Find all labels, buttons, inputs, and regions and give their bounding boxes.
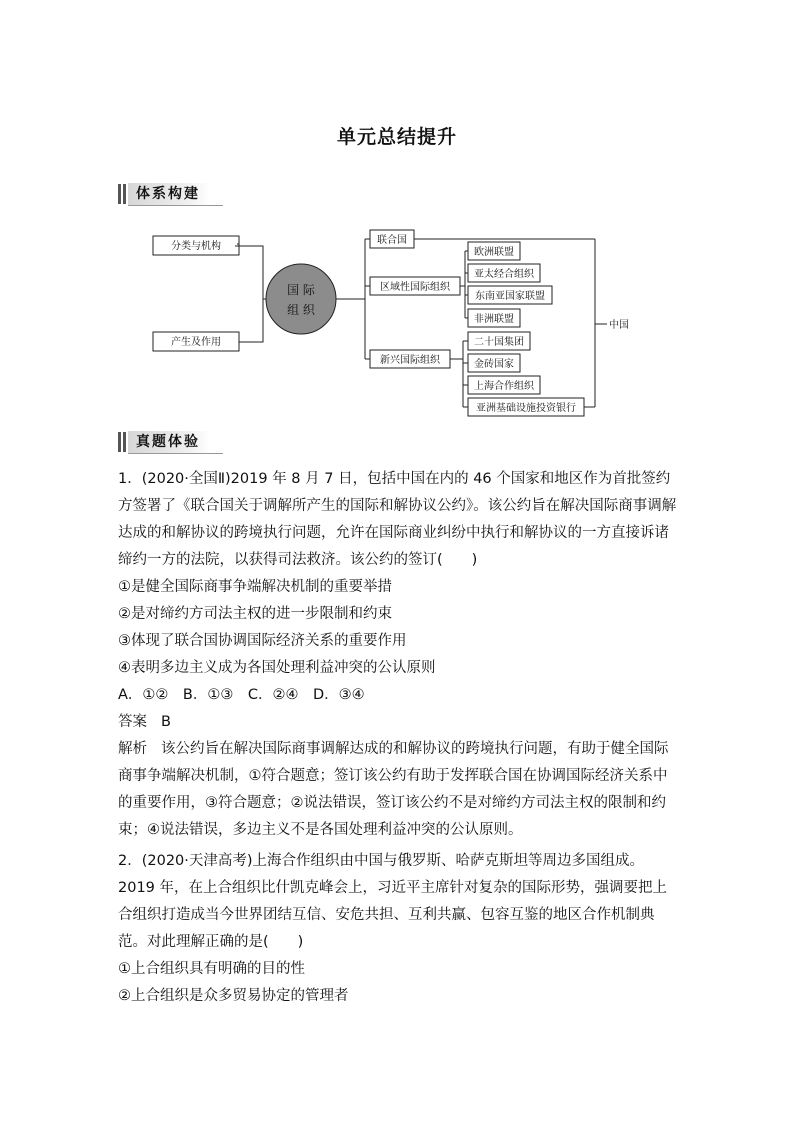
answer-line [118, 709, 680, 736]
label-un: 联合国 [377, 235, 407, 246]
label-aiib: 亚洲基础设施投资银行 [476, 403, 576, 414]
option-4: ④表明多边主义成为各国处理利益冲突的公认原则 [118, 660, 436, 676]
header-bar-decoration [118, 184, 121, 204]
option-2: ②上合组织是众多贸易协定的管理者 [118, 988, 349, 1004]
question-1 [118, 466, 680, 844]
label-emerging: 新兴国际组织 [380, 355, 440, 366]
center-circle [266, 264, 336, 334]
section-label: 真题体验 [128, 431, 210, 453]
label-sco: 上海合作组织 [474, 381, 534, 392]
section-label: 体系构建 [128, 183, 210, 205]
header-underline [128, 453, 223, 454]
label-apec: 亚太经合组织 [474, 269, 534, 280]
label-left-top: 分类与机构 [171, 241, 221, 252]
option-2: ②是对缔约方司法主权的进一步限制和约束 [118, 606, 392, 622]
question-2 [118, 848, 680, 1010]
header-underline [128, 205, 223, 206]
label-brics: 金砖国家 [474, 359, 514, 370]
analysis-text: 该公约旨在解决国际商事调解达成的和解协议的跨境执行问题，有助于健全国际商事争端解决机制，①符合题意；签订该公约有助于发挥联合国在协调国际经济关系中的重要作用，③符合题意；②说法错误，签订该公约不是对缔约方司法主权的限制和约束；④说法错误，多边主义不是各国处理利益冲突的公认原则。 [118, 741, 669, 838]
analysis-label: 解析 [118, 741, 147, 757]
answer-label: 答案 [118, 714, 147, 730]
header-bar-decoration [123, 184, 126, 204]
label-au: 非洲联盟 [474, 314, 514, 325]
label-china: 中国 [609, 320, 629, 331]
analysis-paragraph [118, 736, 680, 844]
concept-map [145, 222, 645, 422]
page-title: 单元总结提升 [336, 126, 457, 148]
label-left-bottom: 产生及作用 [171, 337, 221, 348]
answer-value: B [161, 714, 171, 730]
question-stem: 1．(2020·全国Ⅱ)2019 年 8 月 7 日，包括中国在内的 46 个国家和地区作为首批签约方签署了《联合国关于调解所产生的国际和解协议公约》。该公约旨在解决国际商事调解达成的和解协议的跨境执行问题，允许在国际商业纠纷中执行和解协议的一方直接诉诸缔约一方的法院，以获得司法救济。该公约的签订( ) [118, 471, 677, 568]
question-stem: 2．(2020·天津高考)上海合作组织由中国与俄罗斯、哈萨克斯坦等周边多国组成。2019 年，在上合组织比什凯克峰会上，习近平主席针对复杂的国际形势，强调要把上合组织打造成当今世界团结互信、安危共担、互利共赢、包容互鉴的地区合作机制典范。对此理解正确的是( ) [118, 853, 668, 950]
connector-left [239, 246, 263, 342]
header-bar-decoration [123, 432, 126, 452]
label-eu: 欧洲联盟 [474, 247, 514, 258]
label-regional: 区域性国际组织 [380, 282, 450, 293]
answer-choices: A．①② B．①③ C．②④ D．③④ [118, 687, 365, 703]
label-g20: 二十国集团 [474, 337, 524, 348]
header-bar-decoration [118, 432, 121, 452]
option-1: ①上合组织具有明确的目的性 [118, 961, 305, 977]
option-1: ①是健全国际商事争端解决机制的重要举措 [118, 579, 392, 595]
option-3: ③体现了联合国协调国际经济关系的重要作用 [118, 633, 407, 649]
center-label-1: 国 际 [287, 283, 315, 297]
center-label-2: 组 织 [287, 303, 315, 317]
label-asean: 东南亚国家联盟 [475, 291, 545, 302]
